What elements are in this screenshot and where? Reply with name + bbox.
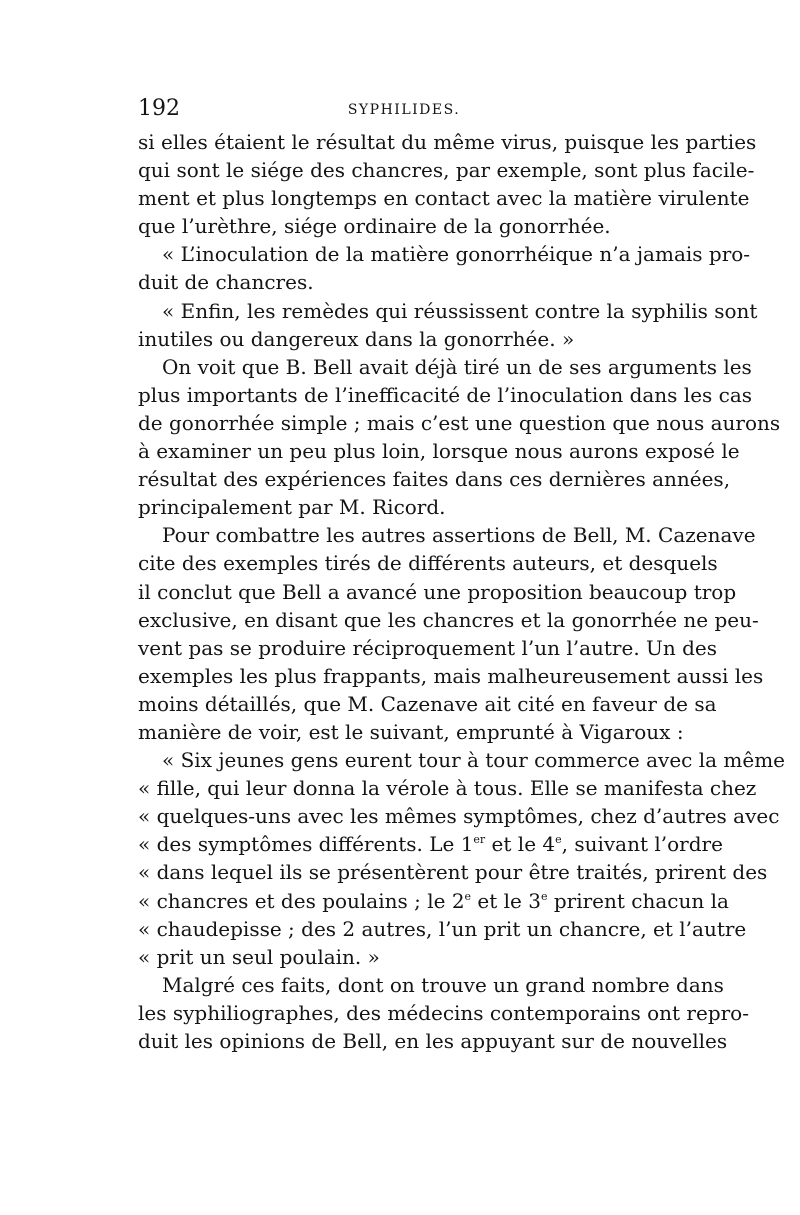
text-line: si elles étaient le résultat du même virus, puisque les parties (138, 130, 757, 154)
text-line: plus importants de l’inefficacité de l’inoculation dans les cas (138, 382, 753, 407)
text-line: Pour combattre les autres assertions de Bell, M. Cazenave (162, 523, 756, 548)
text-line: exemples les plus frappants, mais malheureusement aussi les (138, 663, 764, 688)
text-line: « Enfin, les remèdes qui réussissent contre la syphilis sont (162, 298, 758, 323)
text-line: vent pas se produire réciproquement l’un l’autre. Un des (138, 635, 718, 660)
text-line: les syphiliographes, des médecins contemporains ont repro- (138, 1000, 749, 1025)
text-line: « chancres et des poulains ; le 2e et le 3e prirent chacun la (138, 888, 729, 913)
text-line: cite des exemples tirés de différents auteurs, et desquels (138, 551, 718, 576)
body-text (138, 128, 786, 1055)
text-line: résultat des expériences faites dans ces dernières années, (138, 467, 731, 492)
text-line: exclusive, en disant que les chancres et la gonorrhée ne peu- (138, 607, 759, 632)
text-line: inutiles ou dangereux dans la gonorrhée. » (138, 326, 575, 351)
page-header (138, 94, 670, 124)
text-line: « prit un seul poulain. » (138, 944, 380, 969)
text-line: manière de voir, est le suivant, emprunté à Vigaroux : (138, 719, 684, 744)
text-line: « chaudepisse ; des 2 autres, l’un prit un chancre, et l’autre (138, 916, 747, 941)
text-line: principalement par M. Ricord. (138, 495, 446, 520)
text-line: qui sont le siége des chancres, par exemple, sont plus facile- (138, 158, 755, 183)
text-line: duit les opinions de Bell, en les appuyant sur de nouvelles (138, 1029, 728, 1053)
text-line: de gonorrhée simple ; mais c’est une question que nous aurons (138, 410, 781, 435)
running-title: SYPHILIDES. (347, 102, 461, 118)
text-line: duit de chancres. (138, 270, 314, 295)
text-line: « Six jeunes gens eurent tour à tour commerce avec la même (162, 748, 786, 773)
text-line: moins détaillés, que M. Cazenave ait cité en faveur de sa (138, 691, 717, 716)
text-line: « quelques-uns avec les mêmes symptômes, chez d’autres avec (138, 804, 780, 829)
text-line: « L’inoculation de la matière gonorrhéique n’a jamais pro- (162, 242, 751, 267)
text-line: « dans lequel ils se présentèrent pour être traités, prirent des (138, 860, 768, 885)
text-line: ment et plus longtemps en contact avec la matière virulente (138, 186, 750, 211)
text-line: que l’urèthre, siége ordinaire de la gonorrhée. (138, 214, 611, 239)
text-line: « des symptômes différents. Le 1er et le 4e, suivant l’ordre (138, 832, 723, 857)
text-line: On voit que B. Bell avait déjà tiré un de ses arguments les (162, 354, 752, 379)
page-number: 192 (138, 96, 180, 121)
text-line: Malgré ces faits, dont on trouve un grand nombre dans (162, 972, 724, 997)
text-line: « fille, qui leur donna la vérole à tous. Elle se manifesta chez (138, 776, 757, 801)
text-line: il conclut que Bell a avancé une proposition beaucoup trop (138, 579, 737, 604)
text-line: à examiner un peu plus loin, lorsque nous aurons exposé le (138, 439, 740, 464)
